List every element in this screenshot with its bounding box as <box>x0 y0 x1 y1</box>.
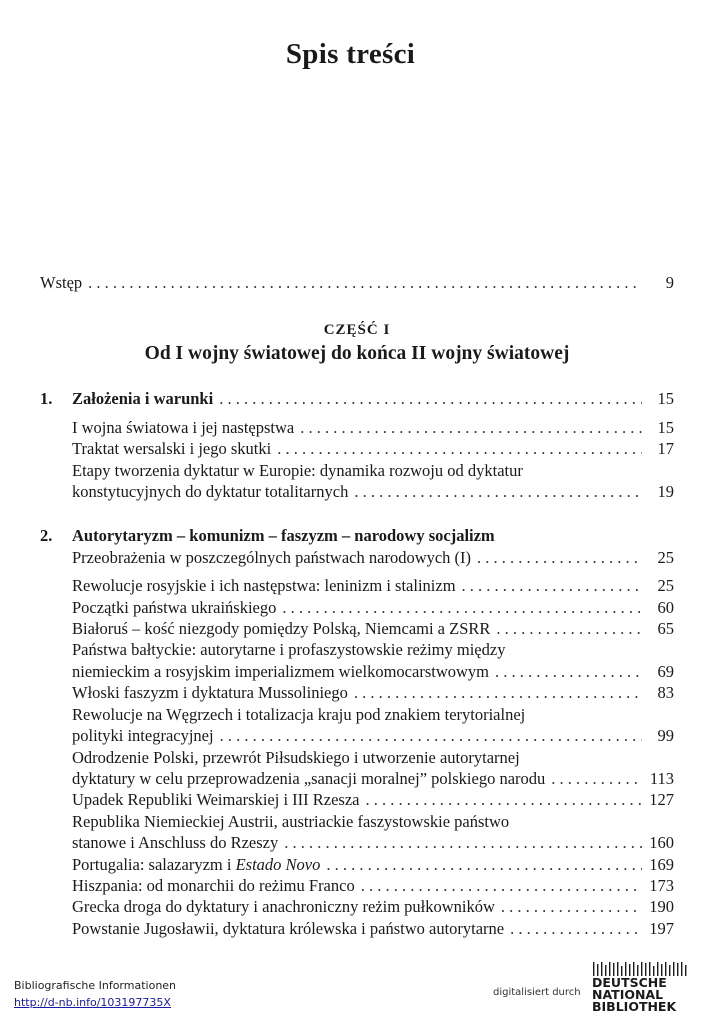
part-label: CZĘŚĆ I <box>323 322 391 339</box>
chapter-title: Założenia i warunki <box>72 389 214 409</box>
page-number: 9 <box>665 273 674 292</box>
toc-entry[interactable] <box>40 896 674 917</box>
dot-leader <box>361 875 642 896</box>
entry-title-line-1: Etapy tworzenia dyktatur w Europie: dynamika rozwoju od dyktatur <box>72 460 523 480</box>
page-number: 190 <box>649 897 674 917</box>
entry-title-part-a: Portugalia: salazaryzm i <box>72 854 236 874</box>
toc-entry[interactable] <box>40 704 674 747</box>
entry-title: Grecka droga do dyktatury i anachroniczny reżim pułkowników <box>72 897 495 917</box>
dnb-logo-line-2: NATIONAL <box>592 987 664 1002</box>
toc-entry[interactable] <box>40 597 674 618</box>
dot-leader <box>282 597 642 618</box>
entry-title: Rewolucje rosyjskie i ich następstwa: leninizm i stalinizm <box>72 576 456 596</box>
chapter-title: Autorytaryzm – komunizm – faszyzm – narodowy socjalizm <box>72 526 495 546</box>
page-number: 60 <box>657 597 674 617</box>
entry-title-line-1: Odrodzenie Polski, przewrót Piłsudskiego i utworzenie autorytarnej <box>72 747 520 767</box>
page-number: 19 <box>657 482 674 502</box>
entry-title-italic: Estado Novo <box>235 854 321 874</box>
toc-entry[interactable] <box>40 575 674 596</box>
toc-entry-intro[interactable] <box>40 272 674 293</box>
chapter-number: 1. <box>40 389 53 409</box>
dot-leader <box>510 918 642 939</box>
toc-entry[interactable] <box>40 789 674 810</box>
page-number: 113 <box>649 768 674 788</box>
entry-title: Wstęp <box>40 273 83 292</box>
dot-leader <box>284 832 642 853</box>
page-number: 15 <box>657 417 674 437</box>
entry-title: Traktat wersalski i jego skutki <box>72 439 272 459</box>
entry-title-line-1: Rewolucje na Węgrzech i totalizacja kraju pod znakiem terytorialnej <box>72 704 526 724</box>
dot-leader <box>496 618 642 639</box>
entry-title-line-2: dyktatury w celu przeprowadzenia „sanacji moralnej” polskiego narodu <box>72 768 546 788</box>
entry-title: Włoski faszyzm i dyktatura Mussoliniego <box>72 683 348 703</box>
part-title: Od I wojny światowej do końca II wojny światowej <box>144 343 570 365</box>
dnb-logo-line-3: BIBLIOTHEK <box>592 999 677 1014</box>
dot-leader <box>354 481 642 502</box>
bibliographic-info-label: Bibliografische Informationen <box>14 979 177 992</box>
toc-entry[interactable] <box>40 875 674 896</box>
entry-title <box>72 854 320 875</box>
dot-leader <box>219 388 642 409</box>
entry-title: Hiszpania: od monarchii do reżimu Franco <box>72 875 355 895</box>
page-number: 83 <box>657 683 674 703</box>
dnb-link[interactable]: http://d-nb.info/103197735X <box>14 996 171 1009</box>
dot-leader <box>501 896 642 917</box>
table-of-contents <box>40 272 674 939</box>
entry-title-line-2: polityki integracyjnej <box>72 726 214 746</box>
toc-entry[interactable] <box>40 618 674 639</box>
toc-chapter-2[interactable] <box>40 525 674 568</box>
page-number: 25 <box>657 576 674 596</box>
dot-leader <box>477 547 642 568</box>
toc-entry[interactable] <box>40 438 674 459</box>
dot-leader <box>220 725 642 746</box>
page-number: 65 <box>657 619 674 639</box>
toc-entry[interactable] <box>40 639 674 682</box>
toc-entry[interactable] <box>40 460 674 503</box>
dot-leader <box>300 417 642 438</box>
toc-entry[interactable] <box>40 747 674 790</box>
toc-entry[interactable] <box>40 854 674 875</box>
toc-chapter-1[interactable] <box>40 388 674 409</box>
page-number: 69 <box>657 661 674 681</box>
entry-title-line-2: konstytucyjnych do dyktatur totalitarnych <box>72 482 349 502</box>
entry-title-line-1: Republika Niemieckiej Austrii, austriackie faszystowskie państwo <box>72 811 510 831</box>
dnb-logo <box>589 962 689 1014</box>
page-number: 169 <box>649 854 674 874</box>
page-number: 25 <box>657 547 674 567</box>
page-number: 17 <box>657 439 674 459</box>
dot-leader <box>462 575 642 596</box>
dot-leader <box>277 438 642 459</box>
dot-leader <box>354 682 642 703</box>
page-number: 15 <box>657 389 674 409</box>
page-title: Spis treści <box>285 38 416 70</box>
page-number: 99 <box>657 726 674 746</box>
entry-title: Powstanie Jugosławii, dyktatura królewska i państwo autorytarne <box>72 918 505 938</box>
entry-title: I wojna światowa i jej następstwa <box>72 417 295 437</box>
page-number: 160 <box>649 833 674 853</box>
dot-leader <box>551 768 642 789</box>
toc-entry[interactable] <box>40 417 674 438</box>
chapter-number: 2. <box>40 526 53 546</box>
dot-leader <box>88 272 642 293</box>
toc-entry[interactable] <box>40 682 674 703</box>
entry-title: Białoruś – kość niezgody pomiędzy Polską, Niemcami a ZSRR <box>72 619 491 639</box>
toc-entry[interactable] <box>40 918 674 939</box>
dnb-logo-line-1: DEUTSCHE <box>592 975 667 990</box>
chapter-subtitle: Przeobrażenia w poszczególnych państwach narodowych (I) <box>72 547 472 567</box>
dot-leader <box>326 854 642 875</box>
toc-entry[interactable] <box>40 811 674 854</box>
digitized-by-label: digitalisiert durch <box>493 987 581 998</box>
page-number: 197 <box>649 918 674 938</box>
dot-leader <box>366 789 643 810</box>
page-number: 127 <box>649 790 674 810</box>
bibliographic-info <box>14 979 176 1009</box>
entry-title-line-2: stanowe i Anschluss do Rzeszy <box>72 833 279 853</box>
dot-leader <box>495 661 642 682</box>
entry-title: Upadek Republiki Weimarskiej i III Rzesza <box>72 790 360 810</box>
entry-title-line-2: niemieckim a rosyjskim imperializmem wielkomocarstwowym <box>72 661 489 681</box>
entry-title: Początki państwa ukraińskiego <box>72 597 277 617</box>
page-number: 173 <box>649 875 674 895</box>
entry-title-line-1: Państwa bałtyckie: autorytarne i profaszystowskie reżimy między <box>72 640 506 660</box>
